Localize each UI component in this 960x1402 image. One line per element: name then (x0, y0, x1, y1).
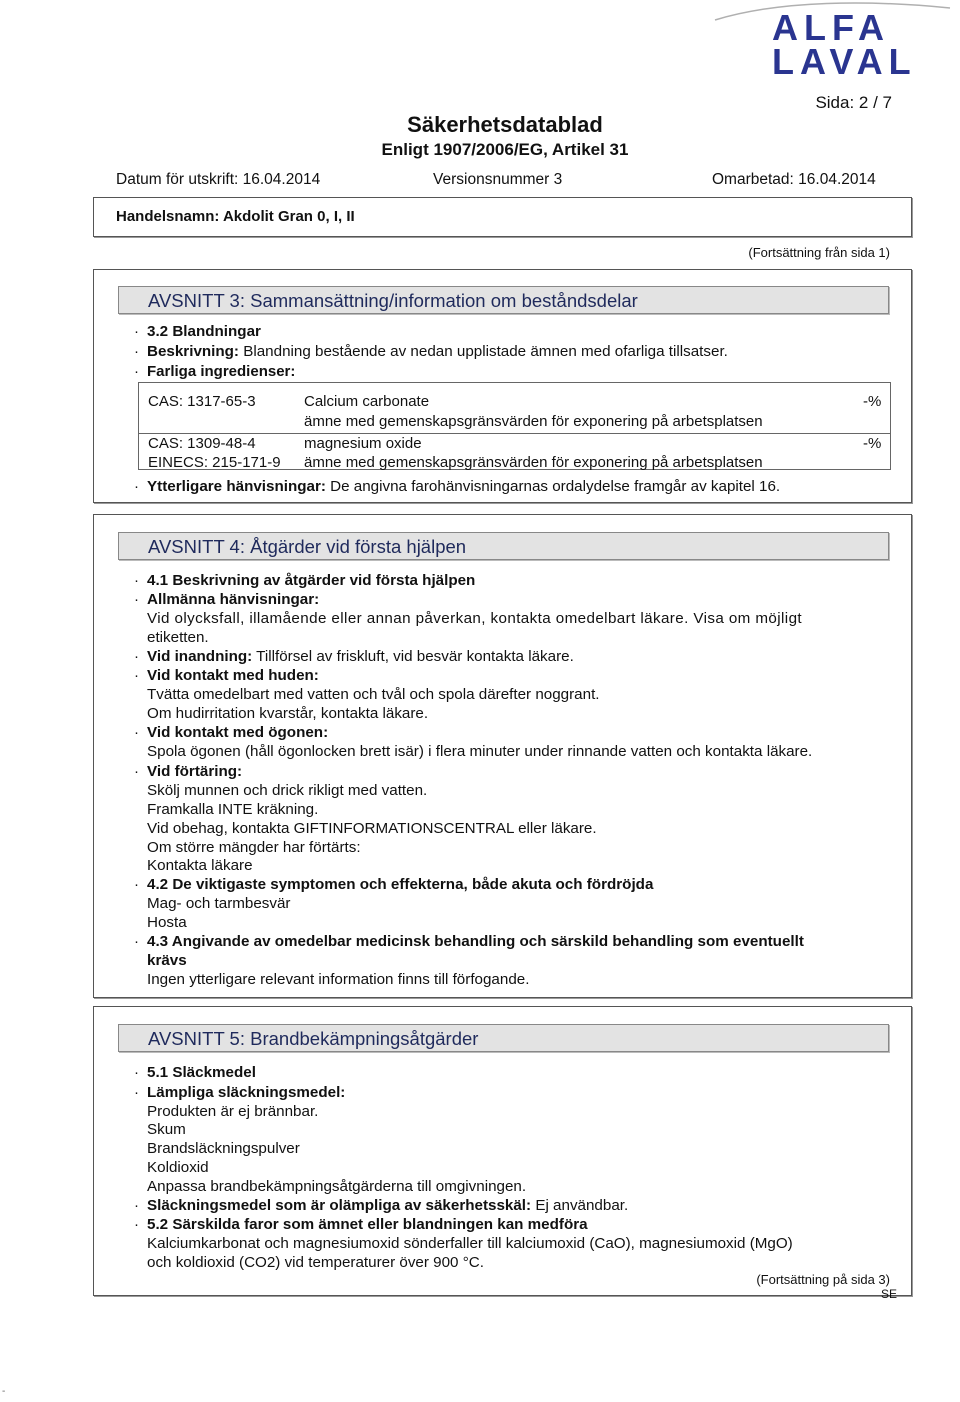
subsection-4-1: 4.1 Beskrivning av åtgärder vid första hjälpen (147, 572, 476, 589)
ingredient-note: ämne med gemenskapsgränsvärden för exponering på arbetsplatsen (304, 413, 763, 430)
eye-contact-text: Spola ögonen (håll ögonlocken brett isär) i flera minuter under rinnande vatten och kontakta läkare. (147, 743, 813, 760)
suitable-media-text: Anpassa brandbekämpningsåtgärderna till omgivningen. (147, 1178, 527, 1195)
section-5: AVSNITT 5: Brandbekämpningsåtgärder · 5.1 Släckmedel · Lämpliga släckningsmedel: Produkten är ej brännbar. Skum Brandsläckningspulver Koldioxid Anpassa brandbekämpningsåtgärderna till omgivningen. · Släckningsmedel som är olämpliga av säkerhetsskäl: Ej användbar. · 5.2 Särskilda faror som ämnet eller blandningen kan medföra Kalciumkarbonat och magnesiumoxid sönderfaller till kalciumoxid (CaO), magnesiumoxid (MgO) och koldioxid (CO2) vid temperaturer över 900 °C. (Fortsättning på sida 3) (93, 1006, 912, 1296)
ingestion-text: Om större mängder har förtärts: (147, 839, 361, 856)
general-advice-text: Vid olycksfall, illamående eller annan påverkan, kontakta omedelbart läkare. Visa om möjligt (147, 610, 803, 627)
description-line: Beskrivning: Blandning bestående av nedan upplistade ämnen med ofarliga tillsatser. (147, 343, 728, 360)
subsection-4-2: 4.2 De viktigaste symptomen och effekterna, både akuta och fördröjda (147, 876, 654, 893)
ingredient-note: ämne med gemenskapsgränsvärden för exponering på arbetsplatsen (304, 454, 763, 471)
ingredients-grid (138, 382, 891, 470)
suitable-media-text: Koldioxid (147, 1159, 209, 1176)
svg-text:LAVAL: LAVAL (772, 41, 917, 80)
ingredient-name: magnesium oxide (304, 435, 422, 452)
section-4-heading (118, 532, 889, 560)
ingredient-id: CAS: 1317-65-3 (148, 393, 256, 410)
svg-text:ALFA: ALFA (772, 7, 890, 48)
mixtures-heading: 3.2 Blandningar (147, 323, 261, 340)
continued-from: (Fortsättning från sida 1) (748, 245, 890, 260)
section-3-heading (118, 286, 889, 314)
ingredient-id: CAS: 1309-48-4 (148, 435, 256, 452)
special-hazards-text: och koldioxid (CO2) vid temperaturer över 900 °C. (147, 1254, 484, 1271)
print-date: Datum för utskrift: 16.04.2014 (116, 171, 321, 188)
subsection-5-1: 5.1 Släckmedel (147, 1064, 256, 1081)
inhalation-advice: Vid inandning: Tillförsel av friskluft, vid besvär kontakta läkare. (147, 648, 574, 665)
general-advice-text: etiketten. (147, 629, 209, 646)
suitable-media-text: Brandsläckningspulver (147, 1140, 300, 1157)
document-title: Säkerhetsdatablad (407, 112, 603, 137)
symptom-text: Hosta (147, 914, 187, 931)
further-references: Ytterligare hänvisningar: De angivna farohänvisningarnas ordalydelse framgår av kapitel 16. (147, 478, 781, 495)
ingestion-text: Skölj munnen och drick rikligt med vatten. (147, 782, 428, 799)
ingredients-table: · Farliga ingredienser: CAS: 1317-65-3 Calcium carbonate ämne med gemenskapsgränsvärden för exponering på arbetsplatsen -% CAS: 1309-48-4 EINECS: 215-171-9 magnesium oxide ämne med gemenskapsgränsvärden för exponering på arbetsplatsen -% (134, 363, 889, 473)
ingredient-pct: -% (863, 393, 882, 410)
section-4-title: AVSNITT 4: Åtgärder vid första hjälpen (148, 536, 467, 557)
subsection-4-3: 4.3 Angivande av omedelbar medicinsk behandling och särskild behandling som eventuellt (147, 933, 804, 950)
company-logo (700, 0, 960, 80)
eye-contact-label: Vid kontakt med ögonen: (147, 724, 329, 741)
trade-name-box (93, 197, 912, 237)
ingestion-label: Vid förtäring: (147, 763, 243, 780)
section-5-heading (118, 1024, 889, 1052)
ingredients-label: Farliga ingredienser: (147, 363, 296, 380)
language-code: SE (881, 1287, 898, 1301)
continued-to: (Fortsättning på sida 3) (756, 1272, 890, 1287)
skin-contact-text: Om hudirritation kvarstår, kontakta läkare. (147, 705, 429, 722)
subsection-5-2: 5.2 Särskilda faror som ämnet eller blandningen kan medföra (147, 1216, 588, 1233)
ingredient-id-secondary: EINECS: 215-171-9 (148, 454, 281, 471)
trade-name: Handelsnamn: Akdolit Gran 0, I, II (116, 208, 355, 225)
symptom-text: Mag- och tarmbesvär (147, 895, 291, 912)
suitable-media-label: Lämpliga släckningsmedel: (147, 1084, 346, 1101)
page-mark: - (2, 1386, 6, 1397)
ingredient-name: Calcium carbonate (304, 393, 430, 410)
version-number: Versionsnummer 3 (433, 171, 563, 188)
unsuitable-media: Släckningsmedel som är olämpliga av säkerhetsskäl: Ej användbar. (147, 1197, 629, 1214)
section-5-title: AVSNITT 5: Brandbekämpningsåtgärder (148, 1028, 479, 1049)
skin-contact-label: Vid kontakt med huden: (147, 667, 319, 684)
section-3: AVSNITT 3: Sammansättning/information om beståndsdelar · 3.2 Blandningar · Beskrivning: Blandning bestående av nedan upplistade ämnen med ofarliga tillsatser. · Farliga ingredienser: CAS: 1317-65-3 Calcium carbonate ämne med gemenskapsgränsvärden för exponering på arbetsplatsen -% CAS: 1309-48-4 EINECS: 215-171-9 magnesium oxide ämne med gemenskapsgränsvärden för exponering på arbetsplatsen -% · Ytterligare hänvisningar: De angivna farohänvisningarnas ordalydelse framgår av kapitel 16. (93, 269, 912, 503)
ingestion-text: Vid obehag, kontakta GIFTINFORMATIONSCENTRAL eller läkare. (147, 820, 597, 837)
special-hazards-text: Kalciumkarbonat och magnesiumoxid sönderfaller till kalciumoxid (CaO), magnesiumoxid (MgO) (147, 1235, 793, 1252)
general-advice-label: Allmänna hänvisningar: (147, 591, 320, 608)
ingestion-text: Kontakta läkare (147, 857, 253, 874)
section-4: AVSNITT 4: Åtgärder vid första hjälpen · 4.1 Beskrivning av åtgärder vid första hjälpen · Allmänna hänvisningar: Vid olycksfall, illamående eller annan påverkan, kontakta omedelbart läkare. Visa om möjligt etiketten. · Vid inandning: Tillförsel av friskluft, vid besvär kontakta läkare. · Vid kontakt med huden: Tvätta omedelbart med vatten och tvål och spola därefter noggrant. Om hudirritation kvarstår, kontakta läkare. · Vid kontakt med ögonen: Spola ögonen (håll ögonlocken brett isär) i flera minuter under rinnande vatten och kontakta läkare. · Vid förtäring: Skölj munnen och drick rikligt med vatten. Framkalla INTE kräkning. Vid obehag, kontakta GIFTINFORMATIONSCENTRAL eller läkare. Om större mängder har förtärts: Kontakta läkare · 4.2 De viktigaste symptomen och effekterna, både akuta och fördröjda Mag- och tarmbesvär Hosta · 4.3 Angivande av omedelbar medicinsk behandling och särskild behandling som eventuellt krävs Ingen ytterligare relevant information finns till förfogande. (93, 514, 912, 998)
subsection-4-3-cont: krävs (147, 952, 187, 969)
revised-date: Omarbetad: 16.04.2014 (712, 171, 876, 188)
skin-contact-text: Tvätta omedelbart med vatten och tvål och spola därefter noggrant. (147, 686, 600, 703)
treatment-text: Ingen ytterligare relevant information finns till förfogande. (147, 971, 530, 988)
suitable-media-text: Skum (147, 1121, 186, 1138)
section-3-title: AVSNITT 3: Sammansättning/information om beståndsdelar (148, 290, 638, 311)
document-subtitle: Enligt 1907/2006/EG, Artikel 31 (381, 140, 629, 159)
page-number: Sida: 2 / 7 (815, 93, 892, 112)
ingestion-text: Framkalla INTE kräkning. (147, 801, 319, 818)
suitable-media-text: Produkten är ej brännbar. (147, 1103, 319, 1120)
ingredient-pct: -% (863, 435, 882, 452)
